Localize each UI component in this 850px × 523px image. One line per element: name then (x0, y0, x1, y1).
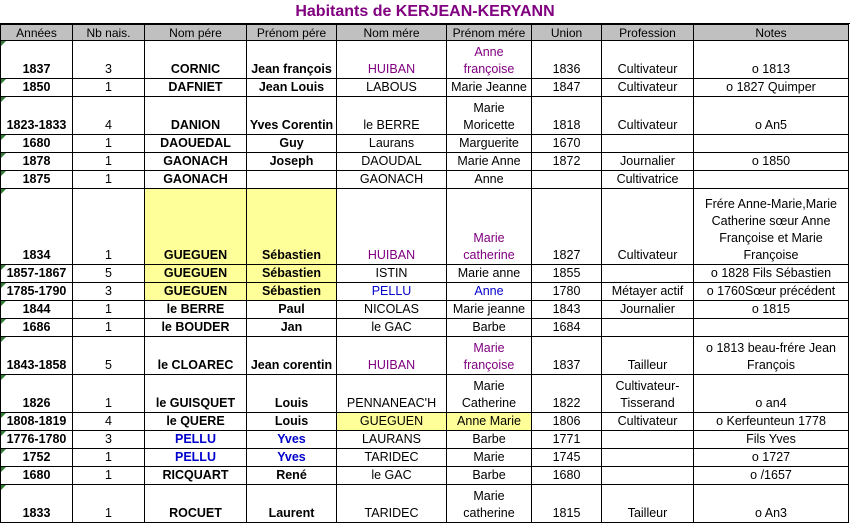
cell-nom-pere[interactable]: DANION (145, 97, 247, 135)
cell-prenom-pere[interactable]: Sébastien (247, 265, 337, 283)
cell-nom-pere[interactable]: GUEGUEN (145, 283, 247, 301)
cell-nom-mere[interactable]: LAURANS (337, 431, 447, 449)
cell-union[interactable]: 1670 (532, 135, 602, 153)
table-row (1, 319, 849, 337)
cell-profession[interactable]: Métayer actif (602, 283, 694, 301)
cell-prenom-mere[interactable]: Barbe (447, 467, 532, 485)
cell-prenom-pere[interactable]: Joseph (247, 153, 337, 171)
table-row (1, 171, 849, 189)
cell-annees[interactable]: 1857-1867 (1, 265, 73, 283)
cell-union[interactable]: 1836 (532, 41, 602, 79)
table-row (1, 79, 849, 97)
cell-annees[interactable]: 1776-1780 (1, 431, 73, 449)
cell-nom-mere[interactable]: NICOLAS (337, 301, 447, 319)
cell-nb[interactable]: 1 (73, 319, 145, 337)
cell-prenom-mere[interactable]: Marie catherine (447, 485, 532, 523)
cell-profession[interactable] (602, 449, 694, 467)
cell-prenom-pere[interactable]: Louis (247, 413, 337, 431)
cell-annees[interactable]: 1826 (1, 375, 73, 413)
cell-notes[interactable]: o 1813 (694, 41, 849, 79)
cell-prenom-mere[interactable]: Anne Marie (447, 413, 532, 431)
inhabitants-table (0, 24, 849, 523)
cell-profession[interactable]: Cultivateur (602, 41, 694, 79)
cell-profession[interactable]: Tailleur (602, 337, 694, 375)
cell-nom-pere[interactable]: GUEGUEN (145, 265, 247, 283)
cell-notes[interactable]: o 1727 (694, 449, 849, 467)
cell-union[interactable]: 1806 (532, 413, 602, 431)
col-header-prenom-pere[interactable]: Prénom pére (247, 25, 337, 41)
cell-nom-pere[interactable]: PELLU (145, 449, 247, 467)
cell-nb[interactable]: 1 (73, 153, 145, 171)
cell-profession[interactable] (602, 431, 694, 449)
cell-profession[interactable]: Cultivateur (602, 189, 694, 265)
cell-prenom-pere[interactable]: Yves (247, 431, 337, 449)
cell-notes[interactable]: o 1827 Quimper (694, 79, 849, 97)
cell-union[interactable]: 1837 (532, 337, 602, 375)
cell-nb[interactable]: 1 (73, 171, 145, 189)
cell-nb[interactable]: 5 (73, 337, 145, 375)
table-row (1, 413, 849, 431)
cell-nb[interactable]: 1 (73, 79, 145, 97)
table-row (1, 153, 849, 171)
cell-annees[interactable]: 1808-1819 (1, 413, 73, 431)
cell-nom-pere[interactable]: GUEGUEN (145, 189, 247, 265)
cell-nom-mere[interactable]: PENNANEAC'H (337, 375, 447, 413)
table-row (1, 449, 849, 467)
cell-prenom-mere[interactable]: Marie jeanne (447, 301, 532, 319)
cell-nb[interactable]: 1 (73, 189, 145, 265)
cell-prenom-pere[interactable]: René (247, 467, 337, 485)
cell-profession[interactable]: Cultivateur (602, 413, 694, 431)
cell-nb[interactable]: 5 (73, 265, 145, 283)
cell-notes[interactable]: o An3 (694, 485, 849, 523)
cell-nom-pere[interactable]: GAONACH (145, 153, 247, 171)
cell-annees[interactable]: 1878 (1, 153, 73, 171)
cell-prenom-mere[interactable]: Marie Jeanne (447, 79, 532, 97)
cell-profession[interactable] (602, 135, 694, 153)
cell-union[interactable]: 1855 (532, 265, 602, 283)
cell-nom-pere[interactable]: GAONACH (145, 171, 247, 189)
cell-nom-pere[interactable]: ROCUET (145, 485, 247, 523)
cell-nom-mere[interactable]: Laurans (337, 135, 447, 153)
table-row (1, 375, 849, 413)
cell-prenom-mere[interactable]: Marguerite (447, 135, 532, 153)
table-row (1, 265, 849, 283)
cell-nom-pere[interactable]: le BERRE (145, 301, 247, 319)
cell-prenom-mere[interactable]: Marie catherine (447, 189, 532, 265)
cell-nom-mere[interactable]: HUIBAN (337, 41, 447, 79)
cell-annees[interactable]: 1843-1858 (1, 337, 73, 375)
cell-nom-mere[interactable]: HUIBAN (337, 189, 447, 265)
cell-nom-pere[interactable]: DAFNIET (145, 79, 247, 97)
table-row (1, 301, 849, 319)
cell-profession[interactable]: Cultivateur-Tisserand (602, 375, 694, 413)
cell-nom-pere[interactable]: PELLU (145, 431, 247, 449)
cell-prenom-mere[interactable]: Anne (447, 283, 532, 301)
cell-union[interactable]: 1822 (532, 375, 602, 413)
col-header-notes[interactable]: Notes (694, 25, 849, 41)
cell-nom-mere[interactable]: TARIDEC (337, 449, 447, 467)
cell-profession[interactable]: Cultivatrice (602, 171, 694, 189)
cell-nom-mere[interactable]: le GAC (337, 467, 447, 485)
cell-prenom-mere[interactable]: Barbe (447, 319, 532, 337)
cell-nom-pere[interactable]: le GUISQUET (145, 375, 247, 413)
cell-union[interactable]: 1818 (532, 97, 602, 135)
cell-prenom-pere[interactable]: Sébastien (247, 283, 337, 301)
cell-profession[interactable] (602, 319, 694, 337)
cell-prenom-pere[interactable]: Yves (247, 449, 337, 467)
cell-union[interactable]: 1684 (532, 319, 602, 337)
cell-nom-pere[interactable]: le BOUDER (145, 319, 247, 337)
cell-union[interactable]: 1872 (532, 153, 602, 171)
cell-nb[interactable]: 4 (73, 413, 145, 431)
cell-notes[interactable] (694, 319, 849, 337)
cell-notes[interactable]: o an4 (694, 375, 849, 413)
cell-nom-mere[interactable]: HUIBAN (337, 337, 447, 375)
cell-prenom-pere[interactable] (247, 171, 337, 189)
cell-nb[interactable]: 1 (73, 375, 145, 413)
cell-notes[interactable]: o 1850 (694, 153, 849, 171)
cell-nom-pere[interactable]: DAOUEDAL (145, 135, 247, 153)
cell-prenom-pere[interactable]: Laurent (247, 485, 337, 523)
cell-prenom-pere[interactable]: Yves Corentin (247, 97, 337, 135)
cell-prenom-mere[interactable]: Marie anne (447, 265, 532, 283)
table-row (1, 97, 849, 135)
cell-notes[interactable] (694, 171, 849, 189)
cell-nb[interactable]: 1 (73, 485, 145, 523)
cell-annees[interactable]: 1680 (1, 467, 73, 485)
cell-nom-mere[interactable]: GUEGUEN (337, 413, 447, 431)
cell-prenom-mere[interactable]: Anne françoise (447, 41, 532, 79)
cell-prenom-pere[interactable]: Sébastien (247, 189, 337, 265)
cell-nom-mere[interactable]: le GAC (337, 319, 447, 337)
cell-nom-mere[interactable]: TARIDEC (337, 485, 447, 523)
cell-annees[interactable]: 1844 (1, 301, 73, 319)
cell-nb[interactable]: 4 (73, 97, 145, 135)
cell-notes[interactable]: Fils Yves (694, 431, 849, 449)
cell-prenom-mere[interactable]: Marie Catherine (447, 375, 532, 413)
cell-annees[interactable]: 1752 (1, 449, 73, 467)
cell-nb[interactable]: 1 (73, 449, 145, 467)
cell-nb[interactable]: 3 (73, 41, 145, 79)
cell-union[interactable] (532, 171, 602, 189)
cell-nom-pere[interactable]: le CLOAREC (145, 337, 247, 375)
cell-annees[interactable]: 1834 (1, 189, 73, 265)
cell-union[interactable]: 1771 (532, 431, 602, 449)
table-row (1, 467, 849, 485)
cell-annees[interactable]: 1850 (1, 79, 73, 97)
cell-union[interactable]: 1843 (532, 301, 602, 319)
cell-notes[interactable]: o Kerfeunteun 1778 (694, 413, 849, 431)
cell-annees[interactable]: 1785-1790 (1, 283, 73, 301)
cell-profession[interactable] (602, 265, 694, 283)
cell-nb[interactable]: 1 (73, 467, 145, 485)
cell-prenom-mere[interactable]: Marie Anne (447, 153, 532, 171)
cell-annees[interactable]: 1833 (1, 485, 73, 523)
cell-union[interactable]: 1745 (532, 449, 602, 467)
sheet-title: Habitants de KERJEAN-KERYANN (0, 0, 850, 24)
cell-profession[interactable]: Journalier (602, 153, 694, 171)
col-header-annees[interactable]: Années (1, 25, 73, 41)
cell-prenom-mere[interactable]: Marie Moricette (447, 97, 532, 135)
table-row (1, 431, 849, 449)
table-row (1, 485, 849, 523)
cell-nom-mere[interactable]: PELLU (337, 283, 447, 301)
col-header-prenom-mere[interactable]: Prénom mére (447, 25, 532, 41)
cell-nb[interactable]: 1 (73, 301, 145, 319)
table-row (1, 189, 849, 265)
cell-prenom-pere[interactable]: Jean Louis (247, 79, 337, 97)
col-header-nom-pere[interactable]: Nom pére (145, 25, 247, 41)
header-row (1, 25, 849, 41)
cell-annees[interactable]: 1680 (1, 135, 73, 153)
cell-notes[interactable]: o 1760Sœur précédent (694, 283, 849, 301)
col-header-nb-nais[interactable]: Nb nais. (73, 25, 145, 41)
cell-nom-mere[interactable]: GAONACH (337, 171, 447, 189)
cell-notes[interactable]: Frére Anne-Marie,Marie Catherine sœur Anne Françoise et Marie Françoise (694, 189, 849, 265)
cell-notes[interactable]: o /1657 (694, 467, 849, 485)
cell-prenom-pere[interactable]: Guy (247, 135, 337, 153)
cell-notes[interactable]: o 1813 beau-frére Jean François (694, 337, 849, 375)
cell-union[interactable]: 1815 (532, 485, 602, 523)
cell-nom-pere[interactable]: CORNIC (145, 41, 247, 79)
cell-notes[interactable]: o 1815 (694, 301, 849, 319)
cell-union[interactable]: 1680 (532, 467, 602, 485)
cell-annees[interactable]: 1837 (1, 41, 73, 79)
cell-nb[interactable]: 1 (73, 135, 145, 153)
cell-prenom-pere[interactable]: Jean françois (247, 41, 337, 79)
cell-annees[interactable]: 1823-1833 (1, 97, 73, 135)
cell-profession[interactable] (602, 467, 694, 485)
table-row (1, 41, 849, 79)
cell-union[interactable]: 1780 (532, 283, 602, 301)
cell-union[interactable]: 1847 (532, 79, 602, 97)
table-row (1, 135, 849, 153)
cell-nb[interactable]: 3 (73, 283, 145, 301)
cell-notes[interactable]: o An5 (694, 97, 849, 135)
cell-notes[interactable]: o 1828 Fils Sébastien (694, 265, 849, 283)
cell-nom-mere[interactable]: le BERRE (337, 97, 447, 135)
cell-profession[interactable]: Cultivateur (602, 79, 694, 97)
cell-prenom-pere[interactable]: Jan (247, 319, 337, 337)
cell-profession[interactable]: Journalier (602, 301, 694, 319)
cell-nb[interactable]: 3 (73, 431, 145, 449)
col-header-union[interactable]: Union (532, 25, 602, 41)
cell-prenom-mere[interactable]: Marie françoise (447, 337, 532, 375)
cell-nom-pere[interactable]: RICQUART (145, 467, 247, 485)
cell-profession[interactable]: Cultivateur (602, 97, 694, 135)
cell-union[interactable]: 1827 (532, 189, 602, 265)
cell-prenom-pere[interactable]: Jean corentin (247, 337, 337, 375)
cell-nom-mere[interactable]: ISTIN (337, 265, 447, 283)
cell-nom-mere[interactable]: DAOUDAL (337, 153, 447, 171)
col-header-nom-mere[interactable]: Nom mére (337, 25, 447, 41)
cell-prenom-mere[interactable]: Barbe (447, 431, 532, 449)
cell-prenom-mere[interactable]: Anne (447, 171, 532, 189)
cell-prenom-pere[interactable]: Paul (247, 301, 337, 319)
cell-nom-pere[interactable]: le QUERE (145, 413, 247, 431)
col-header-profession[interactable]: Profession (602, 25, 694, 41)
cell-profession[interactable]: Tailleur (602, 485, 694, 523)
cell-annees[interactable]: 1686 (1, 319, 73, 337)
table-row (1, 337, 849, 375)
cell-nom-mere[interactable]: LABOUS (337, 79, 447, 97)
cell-notes[interactable] (694, 135, 849, 153)
cell-annees[interactable]: 1875 (1, 171, 73, 189)
cell-prenom-pere[interactable]: Louis (247, 375, 337, 413)
cell-prenom-mere[interactable]: Marie (447, 449, 532, 467)
table-row (1, 283, 849, 301)
